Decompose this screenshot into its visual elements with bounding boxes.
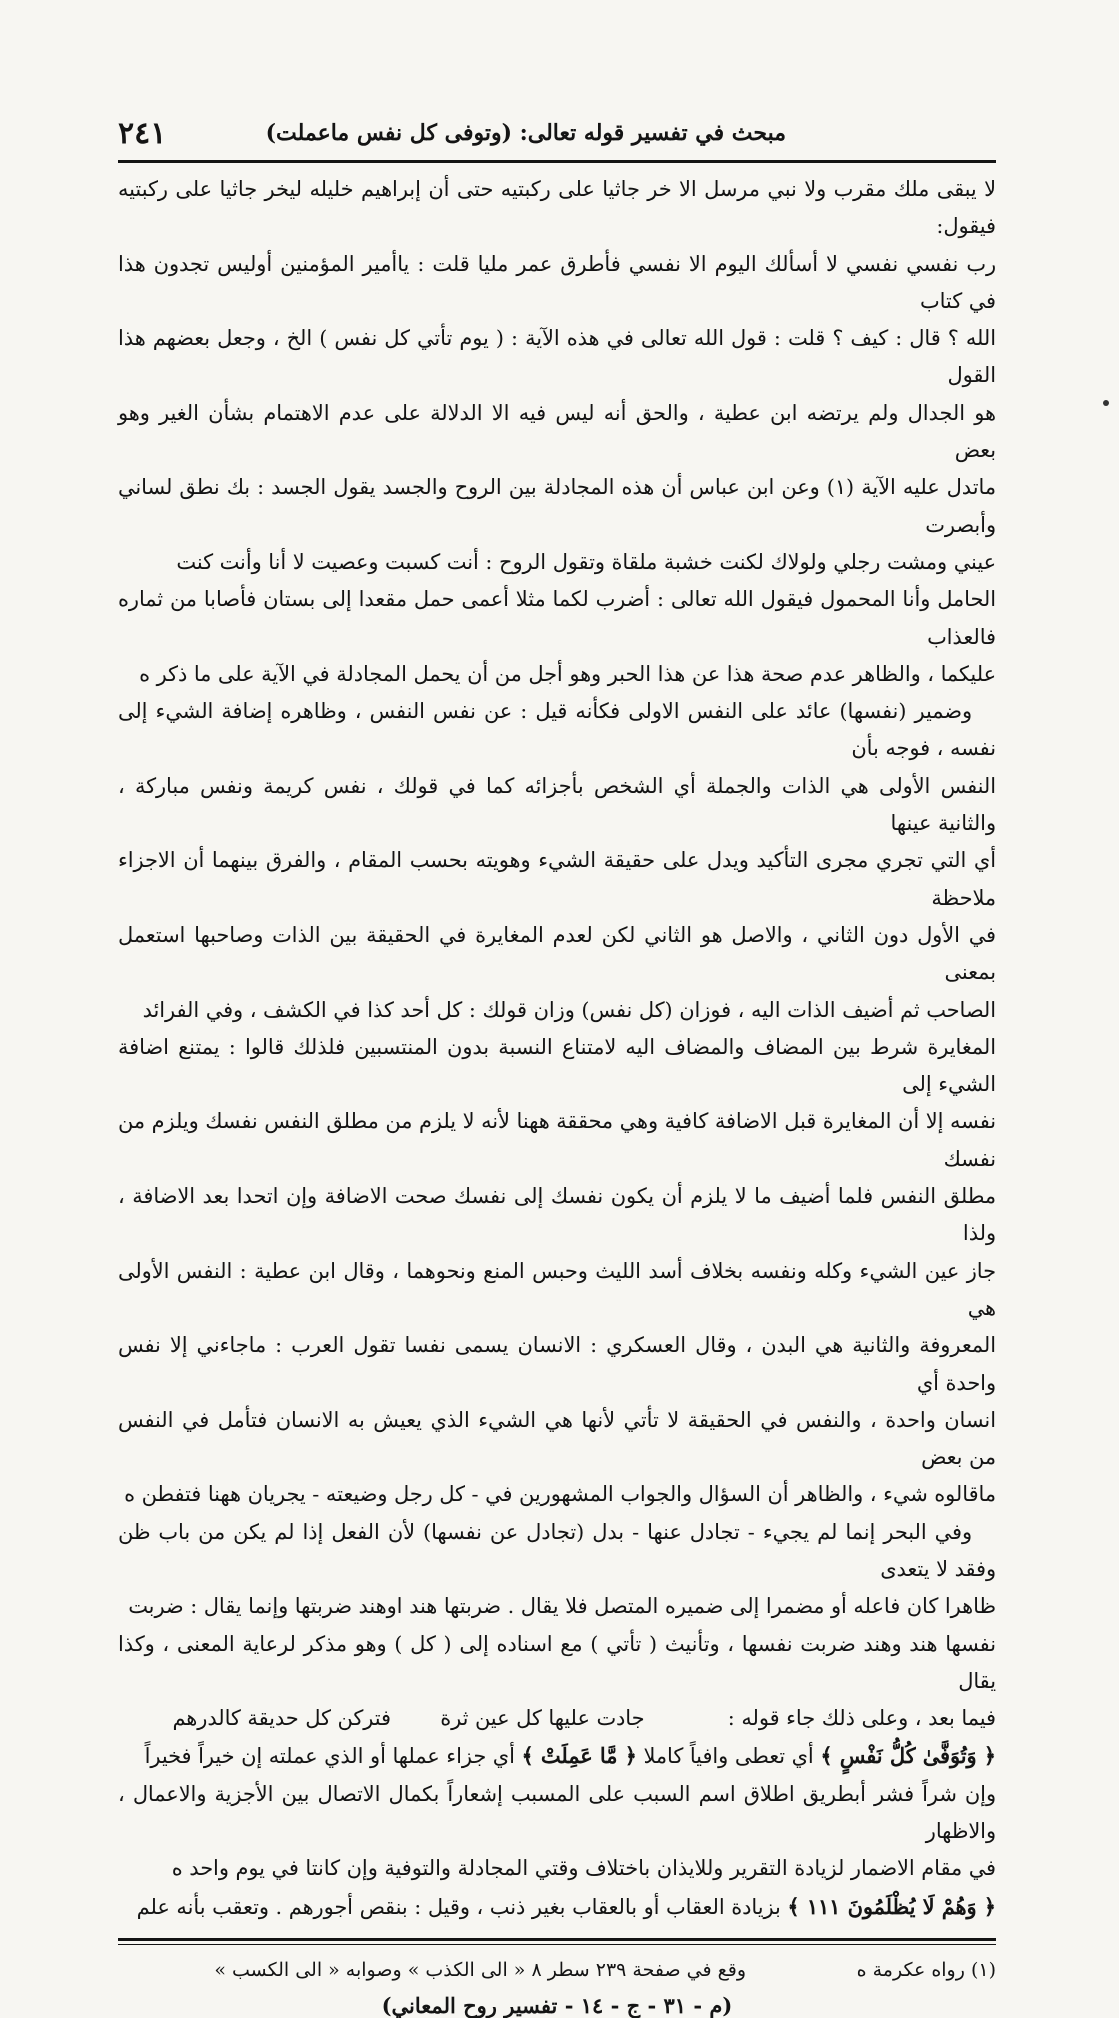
poem-hemistich-2: فتركن كل حديقة كالدرهم (172, 1706, 391, 1731)
page-header (118, 112, 996, 163)
quran-verse: ﴿ مَّا عَمِلَتْ ﴾ (521, 1743, 637, 1769)
poem-intro: فيما بعد ، وعلى ذلك جاء قوله : (727, 1706, 996, 1731)
text-line: نفسه إلا أن المغايرة قبل الاضافة كافية وهي محققة ههنا لأنه لا يلزم من مطلق النفس نفسك ويلزم من نفسك (118, 1109, 996, 1171)
text-line: ماقالوه شيء ، والظاهر أن السؤال والجواب المشهورين في - كل رجل وضيعته - يجريان ههنا فتفطن ه (124, 1482, 996, 1507)
text-line: الصاحب ثم أضيف الذات اليه ، فوزان (كل نفس) وزان قولك : كل أحد كذا في الكشف ، وفي الفرائد (142, 997, 996, 1022)
erratum-note: وقع في صفحة ٢٣٩ سطر ٨ « الى الكذب » وصوابه « الى الكسب » (214, 1958, 746, 1981)
text-line: عليكما ، والظاهر عدم صحة هذا عن هذا الحبر وهو أجل من أن يحمل المجادلة في الآية على ما ذكر ه (139, 661, 996, 686)
text-line: وإن شراً فشر أبطريق اطلاق اسم السبب على المسبب إشعاراً بكمال الاتصال بين الأجزية والاعمال ، والاظهار (118, 1781, 996, 1844)
text-line: الله ؟ قال : كيف ؟ قلت : قول الله تعالى في هذه الآية : ( يوم تأتي كل نفس ) الخ ، وجعل بعضهم هذا القول (118, 326, 996, 388)
verse-line-2 (118, 1888, 996, 1926)
text-line: النفس الأولى هي الذات والجملة أي الشخص بأجزائه كما في قولك ، نفس كريمة ونفس مباركة ، والثانية عينها (118, 773, 996, 836)
book-page (118, 112, 996, 2018)
body-paragraphs-2 (118, 1776, 996, 1888)
verse-line-1 (118, 1737, 996, 1775)
text-line: نفسها هند وهند ضربت نفسها ، وتأنيث ( تأتي ) مع اسناده إلى ( كل ) وهو مذكر لرعاية المعنى ، وكذا يقال (118, 1631, 996, 1693)
running-title: مبحث في تفسير قوله تعالى: (وتوفى كل نفس ماعملت) (265, 120, 786, 146)
text-line: هو الجدال ولم يرتضه ابن عطية ، والحق أنه ليس فيه الا الدلالة على عدم الاهتمام بشأن الغير وهو بعض (118, 400, 996, 463)
text-line: لا يبقى ملك مقرب ولا نبي مرسل الا خر جاثيا على ركبتيه حتى أن إبراهيم خليله ليخر جاثيا على ركبتيه فيقول: (118, 177, 996, 239)
verse-commentary: أي تعطى وافياً كاملا (643, 1744, 814, 1769)
footnotes (118, 1955, 996, 1989)
text-line: وفي البحر إنما لم يجيء - تجادل عنها - بدل (تجادل عن نفسها) لأن الفعل إذا لم يكن من باب ظن وفقد لا يتعدى (118, 1519, 996, 1581)
text-line: المعروفة والثانية هي البدن ، وقال العسكري : الانسان يسمى نفسا تقول العرب : ماجاءني إلا نفس واحدة أي (118, 1333, 996, 1395)
text-line: جاز عين الشيء وكله ونفسه بخلاف أسد الليث وحبس المنع ونحوهما ، وقال ابن عطية : النفس الأولى هي (118, 1258, 996, 1320)
main-text (118, 171, 996, 1926)
verse-commentary: بزيادة العقاب أو بالعقاب بغير ذنب ، وقيل : بنقص أجورهم . وتعقب بأنه علم (136, 1894, 781, 1919)
text-line: ماتدل عليه الآية (١) وعن ابن عباس أن هذه المجادلة بين الروح والجسد يقول الجسد : بك نطق لساني وأبصرت (118, 475, 996, 537)
poem-line (118, 1700, 996, 1737)
verse-commentary: أي جزاء عملها أو الذي عملته إن خيراً فخيراً (144, 1744, 515, 1769)
text-line: رب نفسي نفسي لا أسألك اليوم الا نفسي فأطرق عمر مليا قلت : ياأمير المؤمنين أوليس تجدون هذا في كتاب (118, 251, 996, 313)
text-line: مطلق النفس فلما أضيف ما لا يلزم أن يكون نفسك إلى نفسك صحت الاضافة وإن اتحدا بعد الاضافة ، ولذا (118, 1184, 996, 1246)
printer-signature: (م - ٣١ - ج - ١٤ - تفسير روح المعاني) (381, 1992, 733, 2018)
quran-verse: ﴿ وَهُمْ لَا يُظْلَمُونَ ١١١ ﴾ (787, 1893, 996, 1919)
text-line: الحامل وأنا المحمول فيقول الله تعالى : أضرب لكما مثلا أعمى حمل مقعدا إلى بستان فأصابا من ثماره فالعذاب (118, 587, 996, 649)
text-line: وضمير (نفسها) عائد على النفس الاولى فكأنه قيل : عن نفس النفس ، وظاهره إضافة الشيء إلى نفسه ، فوجه بأن (118, 699, 996, 761)
footnote-rule (118, 1938, 996, 1945)
footnote-1: (١) رواه عكرمة ه (856, 1958, 996, 1981)
text-line: ظاهرا كان فاعله أو مضمرا إلى ضميره المتصل فلا يقال . ضربتها هند اوهند ضربتها وإنما يقال : ضربت (128, 1594, 996, 1619)
margin-dot (1103, 400, 1109, 406)
text-line: عيني ومشت رجلي ولولاك لكنت خشبة ملقاة وتقول الروح : أنت كسبت وعصيت لا أنا وأنت كنت (176, 549, 996, 574)
page-number: ٢٤١ (118, 116, 167, 151)
poem-hemistich-1: جادت عليها كل عين ثرة (440, 1706, 645, 1731)
body-paragraphs (118, 171, 996, 1700)
quran-verse: ﴿ وَتُوَفَّىٰ كُلُّ نَفْسٍ ﴾ (820, 1743, 996, 1769)
text-line: أي التي تجري مجرى التأكيد ويدل على حقيقة الشيء وهويته بحسب المقام ، والفرق بينهما أن الاجزاء ملاحظة (118, 848, 996, 910)
text-line: في الأول دون الثاني ، والاصل هو الثاني لكن لعدم المغايرة في الحقيقة بين الذات وصاحبها استعمل بمعنى (118, 922, 996, 985)
text-line: انسان واحدة ، والنفس في الحقيقة لا تأتي لأنها هي الشيء الذي يعيش به الانسان فتأمل في النفس من بعض (118, 1407, 996, 1470)
text-line: المغايرة شرط بين المضاف والمضاف اليه لامتناع النسبة بدون المنتسبين فلذلك قالوا : يمتنع اضافة الشيء إلى (118, 1034, 996, 1097)
text-line: في مقام الاضمار لزيادة التقرير وللايذان باختلاف وقتي المجادلة والتوفية وإن كانتا في يوم واحد ه (171, 1856, 996, 1881)
